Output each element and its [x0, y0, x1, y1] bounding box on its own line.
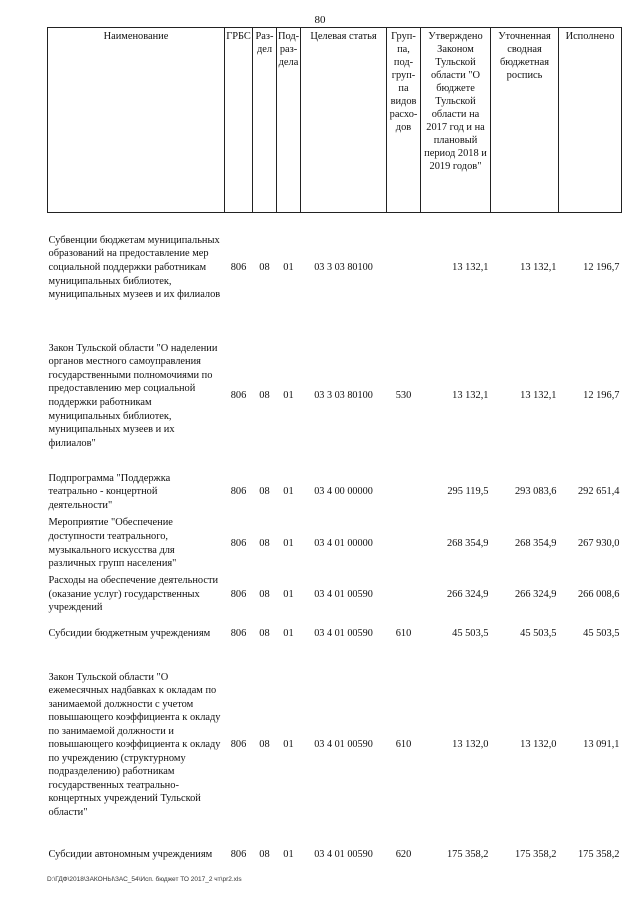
row-grbs: 806 — [230, 849, 247, 861]
row-podrazdel: 01 — [283, 627, 294, 639]
header-razdel: Раз-дел — [253, 28, 277, 213]
row-executed: 12 196,7 — [583, 261, 620, 273]
row-grbs: 806 — [230, 261, 247, 273]
header-grbs: ГРБС — [225, 28, 253, 213]
row-refined: 13 132,0 — [520, 739, 557, 751]
row-executed: 12 196,7 — [583, 390, 620, 402]
row-group — [387, 463, 421, 515]
row-refined: 13 132,1 — [520, 261, 557, 273]
header-row — [48, 28, 622, 213]
row-name: Закон Тульской области "О ежемесячных надбавках к окладам по занимаемой должности с учетом повышающего коэффициента к окладу по занимаемой должности и повышающего коэффициента к окладу по учреждению (структурному подразделению) работникам государственных театрально-концертных учреждений Тульской области" — [48, 671, 221, 818]
row-approved: 45 503,5 — [452, 627, 489, 639]
row-group — [387, 573, 421, 617]
row-refined: 268 354,9 — [514, 537, 557, 549]
row-grbs: 806 — [230, 588, 247, 600]
row-refined: 266 324,9 — [514, 588, 557, 600]
row-grbs: 806 — [230, 627, 247, 639]
row-podrazdel: 01 — [283, 390, 294, 402]
row-razdel: 08 — [259, 588, 270, 600]
table-row — [48, 323, 622, 463]
table-row — [48, 213, 622, 323]
row-refined: 175 358,2 — [514, 849, 557, 861]
row-approved: 175 358,2 — [446, 849, 489, 861]
header-podrazdel: Под-раз-дела — [277, 28, 301, 213]
row-group: 610 — [395, 739, 412, 751]
row-approved: 13 132,1 — [452, 261, 489, 273]
row-razdel: 08 — [259, 537, 270, 549]
row-refined: 45 503,5 — [520, 627, 557, 639]
row-target: 03 4 01 00590 — [314, 627, 373, 639]
row-name: Мероприятие "Обеспечение доступности театрального, музыкального искусства для различных групп населения" — [48, 517, 177, 570]
row-razdel: 08 — [259, 261, 270, 273]
row-approved: 13 132,1 — [452, 390, 489, 402]
page-number: 80 — [314, 14, 326, 26]
row-name: Субсидии бюджетным учреждениям — [48, 627, 211, 639]
row-target: 03 4 01 00590 — [314, 739, 373, 751]
row-approved: 295 119,5 — [447, 486, 489, 498]
table-row — [48, 573, 622, 617]
row-group: 610 — [395, 627, 412, 639]
row-executed: 175 358,2 — [577, 849, 620, 861]
row-group — [387, 213, 421, 323]
row-group — [387, 515, 421, 573]
row-executed: 13 091,1 — [583, 739, 620, 751]
row-grbs: 806 — [230, 390, 247, 402]
row-group: 620 — [395, 849, 412, 861]
row-name: Закон Тульской области "О наделении органов местного самоуправления государственными полномочиями по предоставлению мер социальной поддержки работникам муниципальных библиотек, муниципальных музеев и их филиалов" — [48, 342, 218, 449]
row-podrazdel: 01 — [283, 588, 294, 600]
row-group: 530 — [395, 390, 412, 402]
row-approved: 13 132,0 — [452, 739, 489, 751]
header-approved: Утверждено Законом Тульской области "О бюджете Тульской области на 2017 год и на плановый период 2018 и 2019 годов" — [421, 28, 491, 213]
row-approved: 268 354,9 — [446, 537, 489, 549]
row-target: 03 3 03 80100 — [314, 390, 373, 402]
row-target: 03 3 03 80100 — [314, 262, 373, 274]
row-target: 03 4 01 00590 — [314, 849, 373, 861]
row-razdel: 08 — [259, 627, 270, 639]
row-target: 03 4 01 00000 — [314, 537, 373, 549]
row-target: 03 4 00 00000 — [314, 486, 373, 498]
header-name: Наименование — [48, 28, 225, 213]
row-razdel: 08 — [259, 486, 270, 498]
header-target: Целевая статья — [301, 28, 387, 213]
budget-table — [47, 27, 622, 871]
table-row — [48, 833, 622, 871]
row-approved: 266 324,9 — [446, 588, 489, 600]
row-name: Субсидии автономным учреждениям — [48, 849, 213, 861]
file-path-footer: D:\ГДФ\2018\ЗАКОНЫ\ЗАС_54\Исп. бюджет ТО 2017_2 чт\pr2.xls — [47, 876, 242, 883]
table-row — [48, 463, 622, 515]
row-target: 03 4 01 00590 — [314, 588, 373, 600]
table-row — [48, 617, 622, 651]
row-grbs: 806 — [230, 486, 247, 498]
header-refined: Уточненная сводная бюджетная роспись — [491, 28, 559, 213]
header-executed: Исполнено — [559, 28, 622, 213]
row-grbs: 806 — [230, 537, 247, 549]
row-executed: 292 651,4 — [577, 486, 620, 498]
row-podrazdel: 01 — [283, 261, 294, 273]
row-razdel: 08 — [259, 849, 270, 861]
row-executed: 45 503,5 — [583, 627, 620, 639]
table-row — [48, 515, 622, 573]
row-podrazdel: 01 — [283, 537, 294, 549]
row-executed: 266 008,6 — [577, 588, 620, 600]
row-refined: 293 083,6 — [514, 486, 557, 498]
row-razdel: 08 — [259, 390, 270, 402]
table-row — [48, 651, 622, 833]
row-razdel: 08 — [259, 739, 270, 751]
row-podrazdel: 01 — [283, 739, 294, 751]
row-executed: 267 930,0 — [577, 537, 620, 549]
row-refined: 13 132,1 — [520, 390, 557, 402]
row-name: Подпрограмма "Поддержка театрально - концертной деятельности" — [48, 472, 171, 511]
row-podrazdel: 01 — [283, 486, 294, 498]
row-name: Субвенции бюджетам муниципальных образований на предоставление мер социальной поддержки работникам муниципальных библиотек, муниципальных музеев и их филиалов — [48, 234, 221, 301]
row-podrazdel: 01 — [283, 849, 294, 861]
row-grbs: 806 — [230, 739, 247, 751]
row-name: Расходы на обеспечение деятельности (оказание услуг) государственных учреждений — [48, 575, 219, 614]
header-group: Груп-па, под-груп-па видов расхо-дов — [387, 28, 421, 213]
